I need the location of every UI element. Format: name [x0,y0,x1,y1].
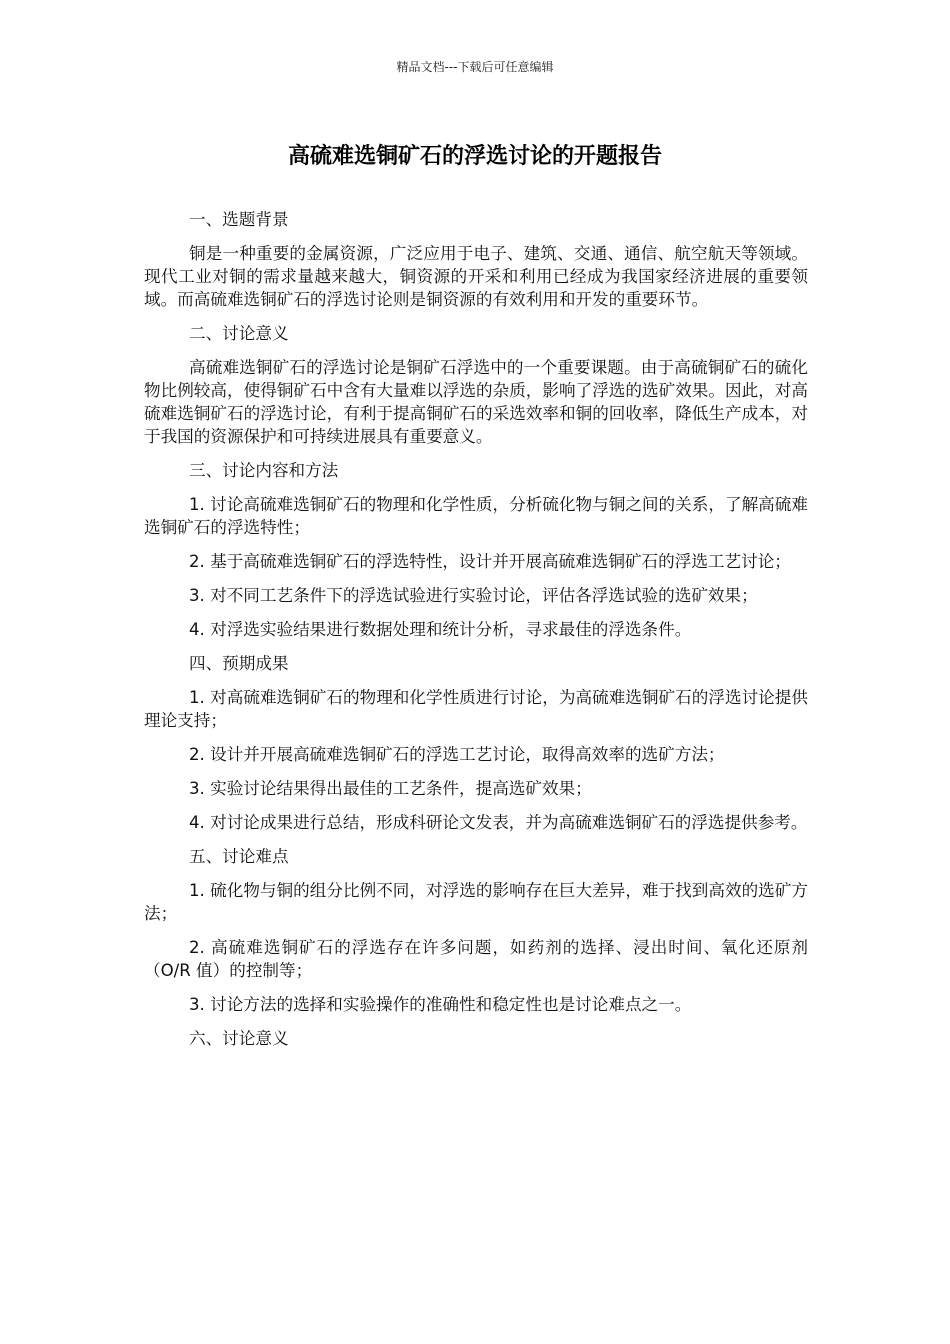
document-title: 高硫难选铜矿石的浮选讨论的开题报告 [287,144,662,169]
results-item: 4. 对讨论成果进行总结，形成科研论文发表，并为高硫难选铜矿石的浮选提供参考。 [189,813,808,832]
difficulties-item: 2. 高硫难选铜矿石的浮选存在许多问题，如药剂的选择、浸出时间、氧化还原剂（O/R 值）的控制等； [144,938,808,980]
results-item: 2. 设计并开展高硫难选铜矿石的浮选工艺讨论，取得高效率的选矿方法； [189,745,725,764]
document-body [144,208,808,1061]
methods-item: 2. 基于高硫难选铜矿石的浮选特性，设计并开展高硫难选铜矿石的浮选工艺讨论； [189,552,791,571]
difficulties-item: 3. 讨论方法的选择和实验操作的准确性和稳定性也是讨论难点之一。 [189,995,692,1014]
methods-item: 3. 对不同工艺条件下的浮选试验进行实验讨论，评估各浮选试验的选矿效果； [189,586,758,605]
section-heading-significance: 二、讨论意义 [189,324,289,343]
section-heading-methods: 三、讨论内容和方法 [189,461,339,480]
difficulties-item: 1. 硫化物与铜的组分比例不同，对浮选的影响存在巨大差异，难于找到高效的选矿方法； [144,881,808,923]
results-item: 1. 对高硫难选铜矿石的物理和化学性质进行讨论，为高硫难选铜矿石的浮选讨论提供理论支持； [144,688,808,730]
section-heading-background: 一、选题背景 [189,210,289,229]
header-note: 精品文档---下载后可任意编辑 [396,60,554,74]
methods-item: 4. 对浮选实验结果进行数据处理和统计分析，寻求最佳的浮选条件。 [189,620,692,639]
section-heading-expected-results: 四、预期成果 [189,654,289,673]
methods-item: 1. 讨论高硫难选铜矿石的物理和化学性质，分析硫化物与铜之间的关系，了解高硫难选铜矿石的浮选特性； [144,495,808,537]
significance-paragraph: 高硫难选铜矿石的浮选讨论是铜矿石浮选中的一个重要课题。由于高硫铜矿石的硫化物比例较高，使得铜矿石中含有大量难以浮选的杂质，影响了浮选的选矿效果。因此，对高硫难选铜矿石的浮选讨论，有利于提高铜矿石的采选效率和铜的回收率，降低生产成本，对于我国的资源保护和可持续进展具有重要意义。 [144,358,808,446]
results-item: 3. 实验讨论结果得出最佳的工艺条件，提高选矿效果； [189,779,592,798]
section-heading-significance-2: 六、讨论意义 [189,1029,289,1048]
section-heading-difficulties: 五、讨论难点 [189,847,289,866]
background-paragraph: 铜是一种重要的金属资源，广泛应用于电子、建筑、交通、通信、航空航天等领域。现代工业对铜的需求量越来越大，铜资源的开采和利用已经成为我国家经济进展的重要领域。而高硫难选铜矿石的浮选讨论则是铜资源的有效利用和开发的重要环节。 [144,244,808,309]
